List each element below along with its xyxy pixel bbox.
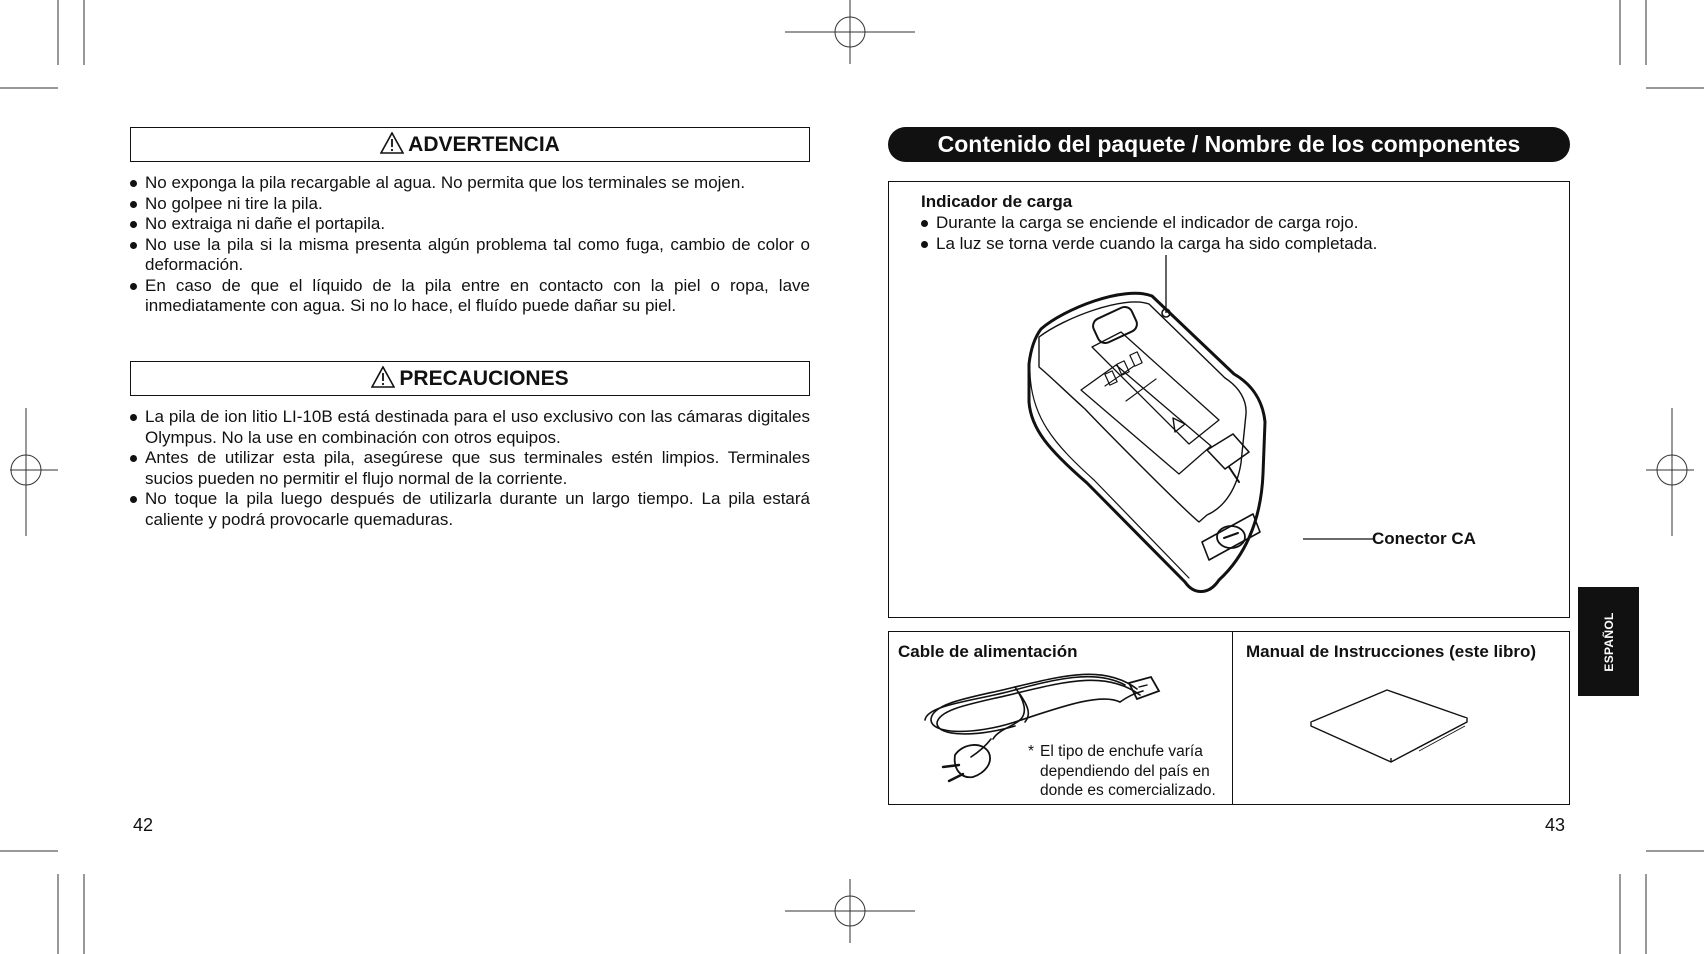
list-item: Durante la carga se enciende el indicador de carga rojo. (921, 213, 1541, 234)
precauciones-list (130, 407, 810, 530)
advertencia-title: ADVERTENCIA (408, 133, 560, 156)
advertencia-list (130, 173, 810, 317)
indicator-title: Indicador de carga (921, 192, 1073, 211)
manual-booklet-illustration (1307, 686, 1477, 766)
page-number-right: 43 (1545, 815, 1566, 835)
list-item: No golpee ni tire la pila. (130, 194, 810, 215)
list-item: Antes de utilizar esta pila, asegúrese que sus terminales estén limpios. Terminales sucios pueden no permitir el flujo normal de la corriente. (130, 448, 810, 489)
indicator-list (921, 213, 1541, 254)
cable-title: Cable de alimentación (898, 642, 1078, 661)
note-text: El tipo de enchufe varía dependiendo del país en donde es comercializado. (1040, 743, 1216, 799)
list-item: La pila de ion litio LI-10B está destinada para el uso exclusivo con las cámaras digitales Olympus. No la use en combinación con otros equipos. (130, 407, 810, 448)
precauciones-title: PRECAUCIONES (399, 367, 569, 390)
list-item: No extraiga ni dañe el portapila. (130, 214, 810, 235)
list-item: La luz se torna verde cuando la carga ha sido completada. (921, 234, 1541, 255)
warning-triangle-icon (371, 366, 395, 388)
list-item: No toque la pila luego después de utilizarla durante un largo tiempo. La pila estará caliente y podrá provocarle quemaduras. (130, 489, 810, 530)
connector-label: Conector CA (1372, 529, 1476, 548)
manual-title: Manual de Instrucciones (este libro) (1246, 642, 1537, 661)
language-tab (1578, 587, 1639, 696)
page-title: Contenido del paquete / Nombre de los componentes (888, 127, 1570, 162)
warning-triangle-icon (380, 132, 404, 154)
charger-panel (888, 181, 1570, 618)
advertencia-heading (130, 127, 810, 162)
language-tab-label: ESPAÑOL (1601, 611, 1616, 672)
cable-panel (888, 631, 1233, 805)
list-item: No exponga la pila recargable al agua. No permita que los terminales se mojen. (130, 173, 810, 194)
cable-note (1028, 742, 1230, 801)
manual-panel (1232, 631, 1570, 805)
page-number-left: 42 (133, 815, 154, 835)
note-asterisk: * (1028, 743, 1035, 760)
list-item: No use la pila si la misma presenta algún problema tal como fuga, cambio de color o deformación. (130, 235, 810, 276)
precauciones-heading (130, 361, 810, 396)
list-item: En caso de que el líquido de la pila entre en contacto con la piel o ropa, lave inmediatamente con agua. Si no lo hace, el fluído puede dañar su piel. (130, 276, 810, 317)
